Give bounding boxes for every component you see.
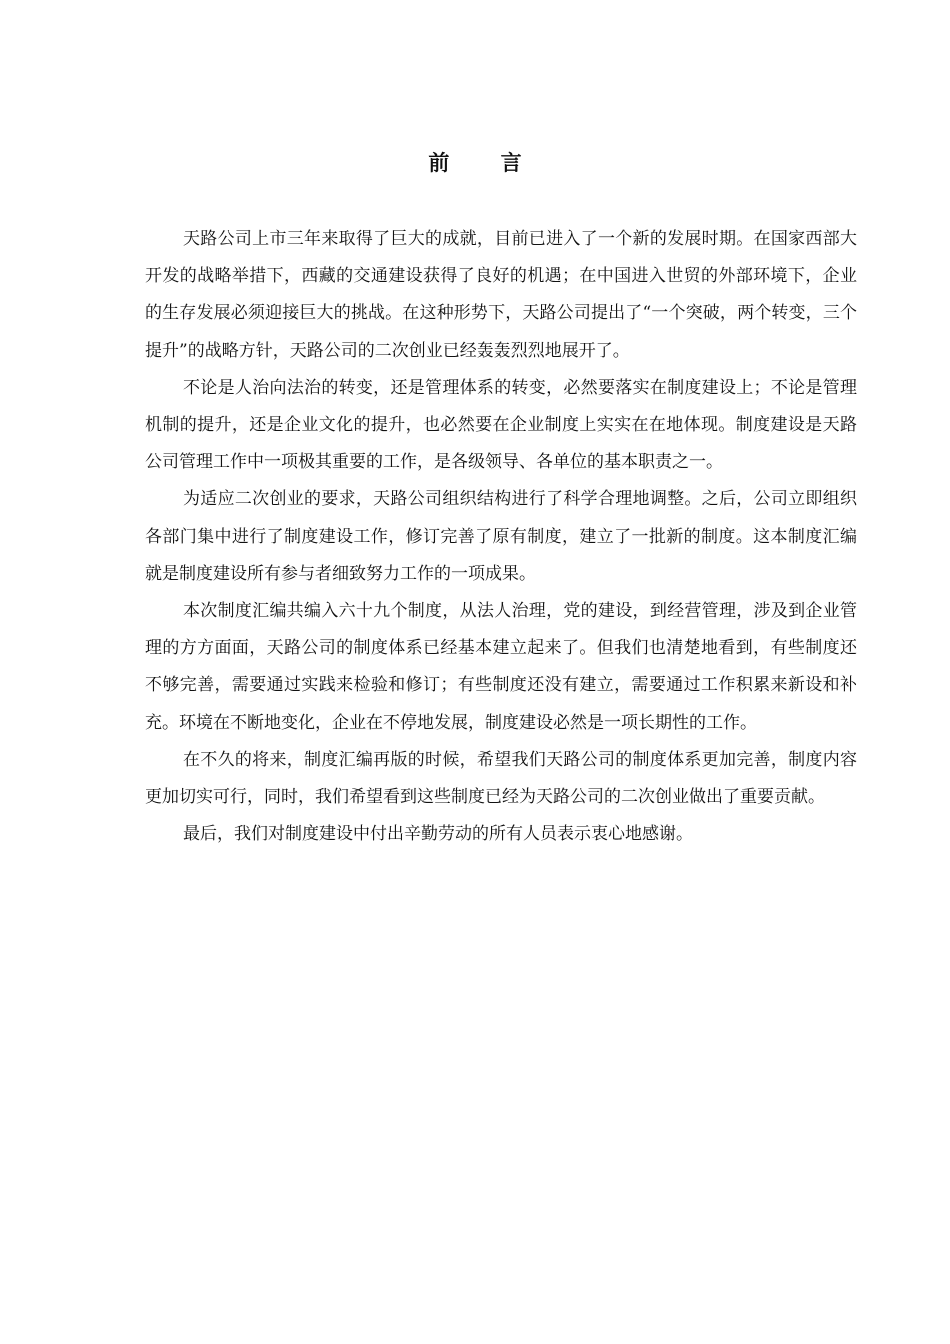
paragraph-2: 不论是人治向法治的转变，还是管理体系的转变，必然要落实在制度建设上；不论是管理机制的提升，还是企业文化的提升，也必然要在企业制度上实实在在地体现。制度建设是天路公司管理工作中一项极其重要的工作，是各级领导、各单位的基本职责之一。 — [145, 377, 857, 473]
document-body — [145, 221, 857, 853]
paragraph-5: 在不久的将来，制度汇编再版的时候，希望我们天路公司的制度体系更加完善，制度内容更加切实可行，同时，我们希望看到这些制度已经为天路公司的二次创业做出了重要贡献。 — [145, 749, 857, 808]
paragraph-6: 最后，我们对制度建设中付出辛勤劳动的所有人员表示衷心地感谢。 — [183, 824, 693, 845]
paragraph-1: 天路公司上市三年来取得了巨大的成就，目前已进入了一个新的发展时期。在国家西部大开发的战略举措下，西藏的交通建设获得了良好的机遇；在中国进入世贸的外部环境下，企业的生存发展必须迎接巨大的挑战。在这种形势下，天路公司提出了“一个突破，两个转变，三个提升”的战略方针，天路公司的二次创业已经轰轰烈烈地展开了。 — [145, 229, 857, 361]
paragraph-3: 为适应二次创业的要求，天路公司组织结构进行了科学合理地调整。之后，公司立即组织各部门集中进行了制度建设工作，修订完善了原有制度，建立了一批新的制度。这本制度汇编就是制度建设所有参与者细致努力工作的一项成果。 — [145, 489, 857, 584]
paragraph-4: 本次制度汇编共编入六十九个制度，从法人治理，党的建设，到经营管理，涉及到企业管理的方方面面，天路公司的制度体系已经基本建立起来了。但我们也清楚地看到，有些制度还不够完善，需要通过实践来检验和修订；有些制度还没有建立，需要通过工作积累来新设和补充。环境在不断地变化，企业在不停地发展，制度建设必然是一项长期性的工作。 — [145, 601, 857, 733]
page-title: 前 言 — [428, 150, 544, 175]
